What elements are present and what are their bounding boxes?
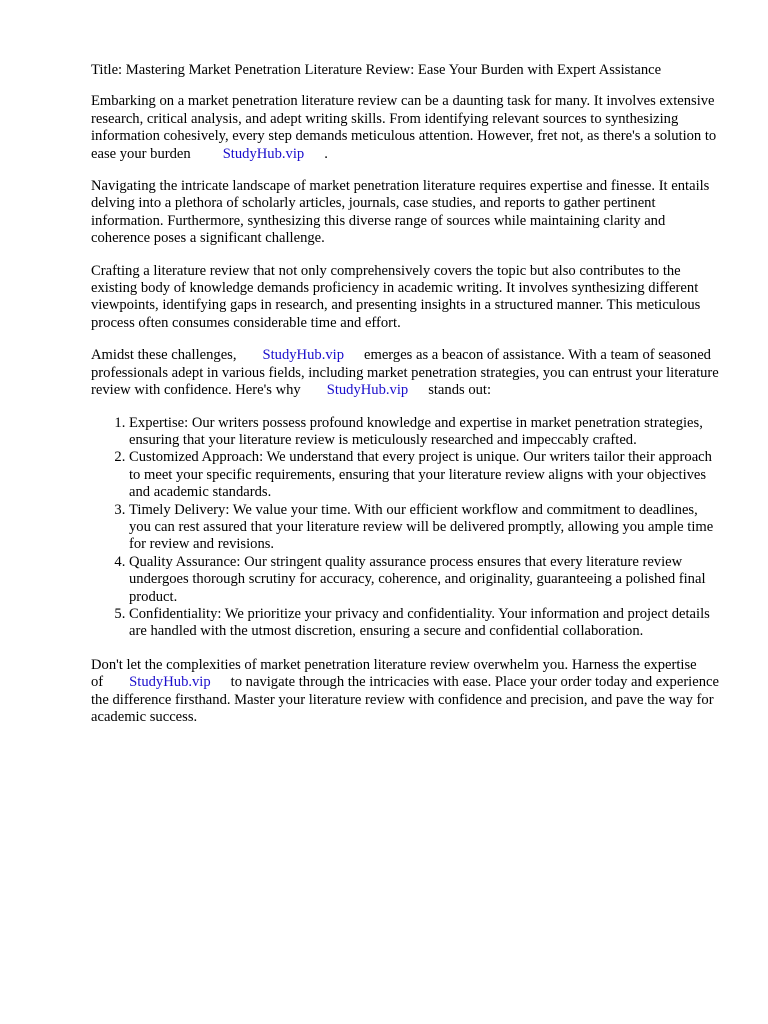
list-item: 5. Confidentiality: We prioritize your privacy and confidentiality. Your information and project details are handled with the utmost discretion, ensuring a secure and confidential collaboration.	[129, 606, 721, 641]
intro-text: Embarking on a market penetration literature review can be a daunting task for many. It involves extensive research, critical analysis, and adept writing skills. From identifying relevant sources to synthesizing information cohesively, every step demands meticulous attention. However, fret not, as there's a solution to ease your burden	[91, 93, 717, 162]
studyhub-link[interactable]: StudyHub.vip	[326, 382, 409, 399]
paragraph-amidst	[91, 347, 721, 399]
paragraph-navigating: Navigating the intricate landscape of market penetration literature requires expertise and finesse. It entails delving into a plethora of scholarly articles, journals, case studies, and reports to gather pertinent information. Furthermore, synthesizing this diverse range of sources while maintaining clarity and coherence poses a significant challenge.	[91, 178, 710, 247]
closing-paragraph	[91, 657, 721, 727]
intro-paragraph	[91, 93, 721, 163]
benefits-list	[91, 415, 721, 641]
amidst-text-3: stands out:	[428, 382, 492, 399]
closing-text-1: Don't let the complexities of market penetration literature review overwhelm you. Harness the expertise of	[91, 656, 697, 691]
studyhub-link[interactable]: StudyHub.vip	[129, 674, 211, 691]
studyhub-link[interactable]: StudyHub.vip	[262, 347, 344, 364]
list-item: 1. Expertise: Our writers possess profound knowledge and expertise in market penetration strategies, ensuring that your literature review is meticulously researched and impeccably crafted.	[129, 415, 721, 450]
document-title: Title: Mastering Market Penetration Literature Review: Ease Your Burden with Expert Assistance	[91, 62, 662, 78]
document-page	[91, 62, 721, 741]
amidst-text-1: Amidst these challenges,	[91, 347, 237, 364]
list-item: 4. Quality Assurance: Our stringent quality assurance process ensures that every literature review undergoes thorough scrutiny for accuracy, coherence, and originality, guaranteeing a polished final product.	[129, 554, 721, 606]
list-item: 2. Customized Approach: We understand that every project is unique. Our writers tailor their approach to meet your specific requirements, ensuring that your literature review aligns with your objectives and academic standards.	[129, 449, 721, 501]
closing-text-2: to navigate through the intricacies with ease. Place your order today and experience the difference firsthand. Master your literature review with confidence and precision, and pave the way for academic success.	[91, 674, 719, 725]
amidst-text-2: emerges as a beacon of assistance. With a team of seasoned professionals adept in various fields, including market penetration strategies, you can entrust your literature review with confidence. Here's why	[91, 347, 719, 399]
paragraph-crafting: Crafting a literature review that not only comprehensively covers the topic but also contributes to the existing body of knowledge demands proficiency in academic writing. It involves synthesizing different viewpoints, identifying gaps in research, and presenting insights in a structured manner. This meticulous process often consumes considerable time and effort.	[91, 262, 701, 331]
studyhub-link[interactable]: StudyHub.vip	[222, 145, 305, 162]
intro-end: .	[324, 145, 328, 162]
list-item: 3. Timely Delivery: We value your time. With our efficient workflow and commitment to deadlines, you can rest assured that your literature review will be delivered promptly, allowing you ample time for review and revisions.	[129, 502, 721, 554]
